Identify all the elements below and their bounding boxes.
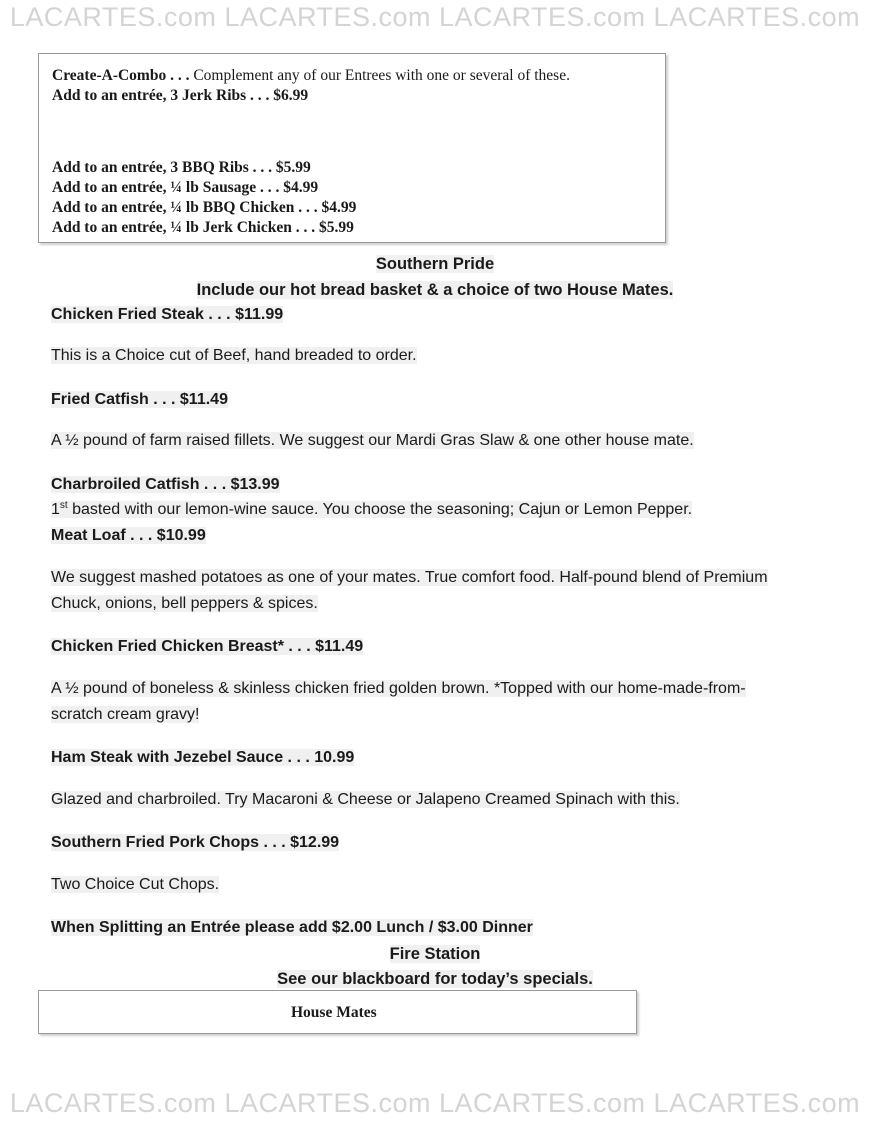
watermark-bottom: LACARTES.com LACARTES.com LACARTES.com LACARTES.com	[9, 1088, 861, 1118]
menu-item-desc: This is a Choice cut of Beef, hand breaded to order.	[51, 347, 417, 364]
combo-header-line	[52, 66, 665, 86]
section-subtitle: Include our hot bread basket & a choice of two House Mates.	[196, 281, 674, 299]
menu-item-desc: Two Choice Cut Chops.	[51, 876, 220, 893]
combo-intro: Complement any of our Entrees with one or several of these.	[193, 67, 570, 84]
create-a-combo-box	[38, 53, 666, 243]
section-title: Southern Pride	[375, 255, 495, 273]
combo-line: Add to an entrée, ¼ lb BBQ Chicken . . . $4.99	[52, 199, 357, 216]
combo-title: Create-A-Combo . . .	[52, 67, 190, 84]
combo-line: Add to an entrée, 3 Jerk Ribs . . . $6.99	[52, 87, 309, 104]
menu-item-name: Southern Fried Pork Chops . . . $12.99	[51, 834, 340, 851]
watermark-top: LACARTES.com LACARTES.com LACARTES.com LACARTES.com	[9, 2, 861, 32]
menu-item-name: Ham Steak with Jezebel Sauce . . . 10.99	[51, 749, 355, 766]
menu-item-name: Fried Catfish . . . $11.49	[51, 391, 228, 408]
house-mates-box	[38, 990, 637, 1034]
menu-item-desc: A ½ pound of boneless & skinless chicken fried golden brown. *Topped with our home-made-from- scratch cream gravy!	[51, 680, 746, 723]
combo-line: Add to an entrée, ¼ lb Sausage . . . $4.99	[52, 179, 319, 196]
menu-item-desc: Glazed and charbroiled. Try Macaroni & Cheese or Jalapeno Creamed Spinach with this.	[51, 791, 680, 808]
fire-station-title: Fire Station	[389, 945, 481, 963]
splitting-note: When Splitting an Entrée please add $2.00 Lunch / $3.00 Dinner	[51, 919, 533, 936]
menu-item-desc: A ½ pound of farm raised fillets. We suggest our Mardi Gras Slaw & one other house mate.	[51, 432, 694, 449]
menu-item-name: Chicken Fried Steak . . . $11.99	[51, 306, 284, 323]
menu-item-desc: 1st basted with our lemon-wine sauce. You choose the seasoning; Cajun or Lemon Pepper.	[51, 500, 693, 518]
menu-item-desc: We suggest mashed potatoes as one of your mates. True comfort food. Half-pound blend of Premium Chuck, onions, bell peppers & spices.	[51, 569, 768, 612]
house-mates-title: House Mates	[291, 1004, 377, 1021]
menu-item-name: Chicken Fried Chicken Breast* . . . $11.49	[51, 638, 364, 655]
menu-item-name: Charbroiled Catfish . . . $13.99	[51, 476, 280, 493]
menu-item-name: Meat Loaf . . . $10.99	[51, 527, 206, 544]
combo-line: Add to an entrée, ¼ lb Jerk Chicken . . . $5.99	[52, 219, 354, 236]
fire-station-note: See our blackboard for today’s specials.	[277, 970, 593, 988]
combo-line: Add to an entrée, 3 BBQ Ribs . . . $5.99	[52, 159, 311, 176]
